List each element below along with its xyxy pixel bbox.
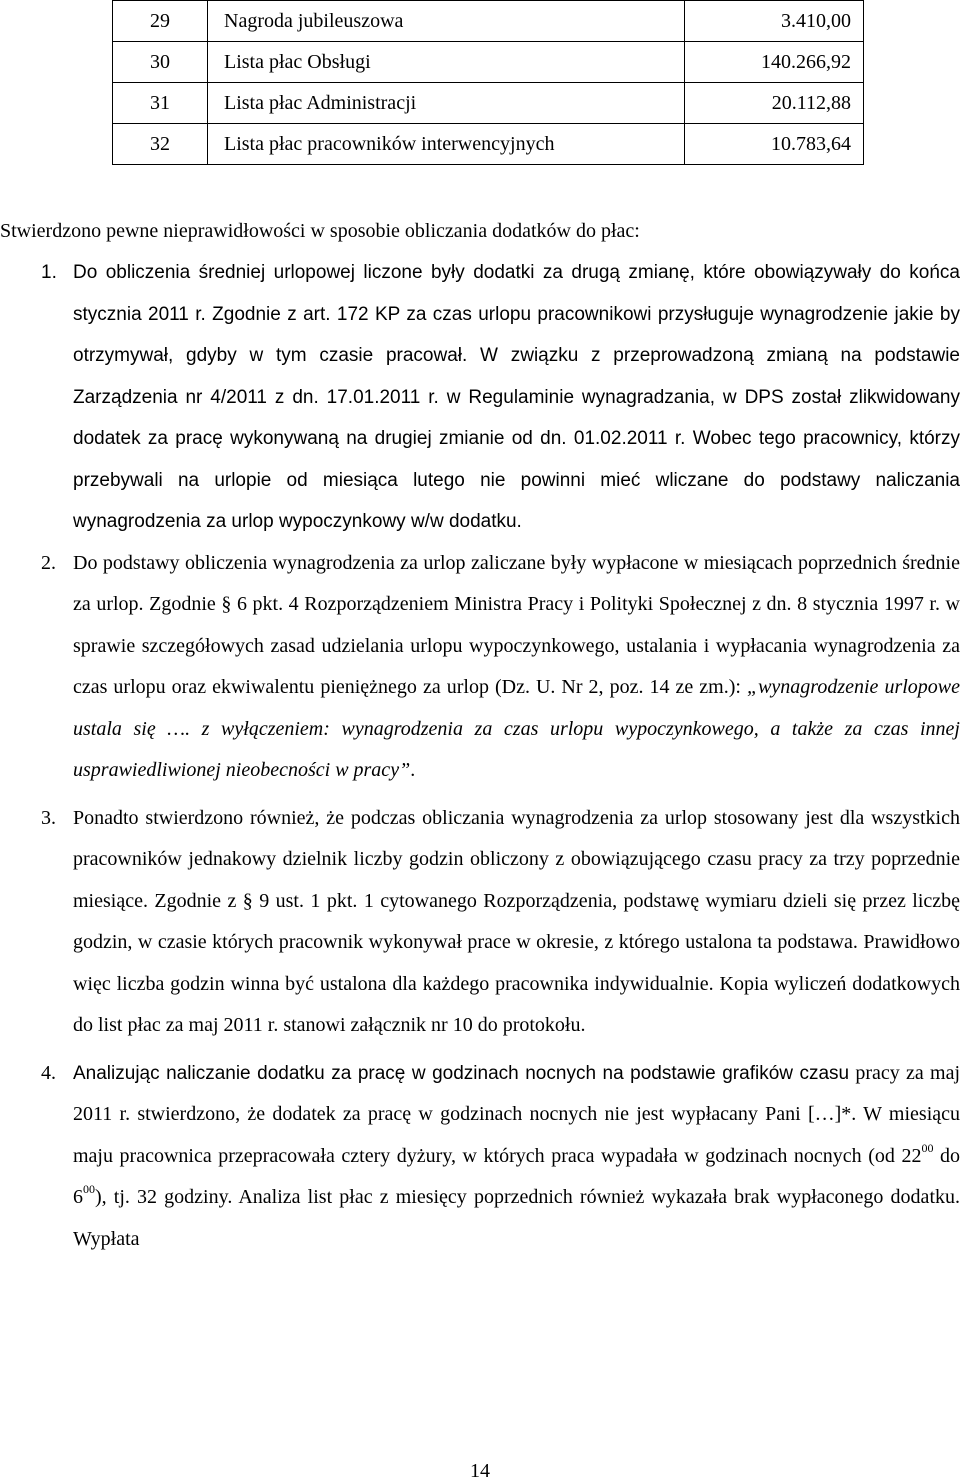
item-text: Do obliczenia średniej urlopowej liczone były dodatki za drugą zmianę, które obowiązywały do końca stycznia 2011 r. Zgodnie z art. 172 KP za czas urlopu pracownikowi przysługuje wynagrodzenie jakie by otrzymywał, gdyby w tym czasie pracował. W związku z przeprowadzoną zmianą na podstawie Zarządzenia nr 4/2011 z dn. 17.01.2011 r. w Regulaminie wynagradzania, w DPS został zlikwidowany dodatek za pracę wykonywaną na drugiej zmianie od dn. 01.02.2011 r. Wobec tego pracownicy, którzy przebywali na urlopie od miesiąca lutego nie powinni mieć wliczane do podstawy naliczania wynagrodzenia za urlop wypoczynkowy w/w dodatku. (73, 262, 960, 532)
superscript: 00 (921, 1140, 934, 1155)
item-text: Do podstawy obliczenia wynagrodzenia za urlop zaliczane były wypłacone w miesiącach poprzednich średnie za urlop. Zgodnie § 6 pkt. 4 Rozporządzeniem Ministra Pracy i Polityki Społecznej z dn. 8 stycznia 1997 r. w sprawie szczegółowych zasad udzielania urlopu wypoczynkowego, ustalania i wypłacania wynagrodzenia za czas urlopu oraz ekwiwalentu pieniężnego za urlop (Dz. U. Nr 2, poz. 14 ze zm.): (73, 551, 960, 698)
list-item (0, 798, 960, 1047)
item-text-end: . (410, 759, 416, 781)
row-name: Nagroda jubileuszowa (208, 1, 685, 42)
row-name: Lista płac Administracji (208, 83, 685, 124)
row-amount: 3.410,00 (685, 1, 864, 42)
payroll-table (112, 0, 864, 165)
row-number: 31 (113, 83, 208, 124)
table-row (113, 124, 864, 165)
list-item (0, 543, 960, 792)
item-text: Ponadto stwierdzono również, że podczas obliczania wynagrodzenia za urlop stosowany jest dla wszystkich pracowników jednakowy dzielnik liczby godzin obliczony z obowiązującego czasu pracy za trzy poprzednie miesiące. Zgodnie z § 9 ust. 1 pkt. 1 cytowanego Rozporządzenia, podstawę wymiaru dzieli się przez liczbę godzin, w czasie których pracownik wykonywał prace w okresie, z którego ustalona ta podstawa. Prawidłowo więc liczba godzin winna być ustalona dla każdego pracownika indywidualnie. Kopia wyliczeń dodatkowych do list płac za maj 2011 r. stanowi załącznik nr 10 do protokołu. (73, 806, 960, 1036)
table-row (113, 83, 864, 124)
superscript: 00 (83, 1182, 95, 1197)
item-lead: Analizując naliczanie dodatku za pracę w godzinach nocnych na podstawie grafików czasu (73, 1062, 850, 1084)
item-number: 2. (41, 551, 56, 574)
row-number: 30 (113, 42, 208, 83)
item-number: 4. (41, 1061, 56, 1084)
row-amount: 10.783,64 (685, 124, 864, 165)
row-name: Lista płac pracowników interwencyjnych (208, 124, 685, 165)
legal-quote: „wynagrodzenie urlopowe ustala się …. z wyłączeniem: wynagrodzenia za czas urlopu wypoczynkowego, a także za czas innej usprawiedliwionej nieobecności w pracy” (73, 676, 960, 781)
row-name: Lista płac Obsługi (208, 42, 685, 83)
list-item (0, 252, 960, 543)
table-row (113, 1, 864, 42)
row-number: 32 (113, 124, 208, 165)
item-text: ), tj. 32 godziny. Analiza list płac z miesięcy poprzednich również wykazała brak wypłaconego dodatku. Wypłata (73, 1186, 960, 1250)
row-amount: 140.266,92 (685, 42, 864, 83)
item-text: do 6 (73, 1144, 960, 1208)
intro-paragraph: Stwierdzono pewne nieprawidłowości w sposobie obliczania dodatków do płac: (0, 220, 640, 242)
row-amount: 20.112,88 (685, 83, 864, 124)
item-number: 1. (41, 262, 57, 283)
page-number: 14 (470, 1460, 490, 1482)
item-text: pracy za maj 2011 r. stwierdzono, że dodatek za pracę w godzinach nocnych nie jest wypłacany Pani […]*. W miesiącu maju pracownica przepracowała cztery dyżury, w których praca wypadała w godzinach nocnych (od 22 (73, 1061, 960, 1167)
findings-list (0, 252, 960, 1260)
table-row (113, 42, 864, 83)
list-item (0, 1053, 960, 1261)
item-number: 3. (41, 806, 56, 829)
row-number: 29 (113, 1, 208, 42)
